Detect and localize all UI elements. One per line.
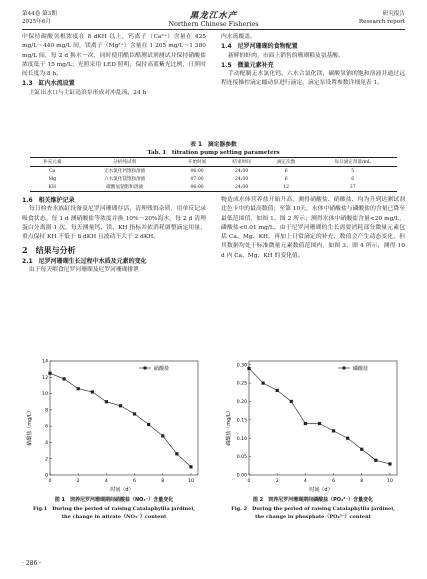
x-tick-label: 8 <box>161 479 165 484</box>
section-heading-1-3: 1.3 缸内水流设置 <box>22 80 75 88</box>
y-axis-label: 磷酸盐（mg/L） <box>226 408 232 446</box>
phosphate-plot-area <box>237 361 397 484</box>
chart-legend <box>139 365 169 372</box>
legend-marker <box>144 367 147 370</box>
section-heading-2-1: 2.1 尼罗河珊瑚生长过程中水质及元素的变化 <box>22 257 147 265</box>
data-point <box>318 422 321 425</box>
nitrate-chart <box>22 355 206 495</box>
y-tick-label: 0.30 <box>236 363 247 369</box>
x-tick-label: 0 <box>48 479 52 484</box>
figure1-caption-en-2: the change in nitrate（NO₃⁻）content <box>61 514 167 520</box>
table-cell: 24:00 <box>235 168 249 174</box>
data-point <box>105 400 108 403</box>
nitrate-plot-area <box>42 359 198 484</box>
x-tick-label: 10 <box>188 479 194 484</box>
x-axis-label: 时间（d） <box>309 487 333 493</box>
data-point <box>374 459 377 462</box>
table-header-cell: 滴定次数 <box>276 160 296 165</box>
data-point <box>189 465 192 468</box>
table-header-row <box>30 158 397 167</box>
figure2-caption-cn: 图 2 饲养尼罗河珊瑚期间磷酸盐（PO₄³⁻）含量变化 <box>252 497 374 503</box>
journal-title-en: Northern Chinese Fisheries <box>168 20 259 28</box>
data-point <box>147 423 150 426</box>
table-cell: Ca <box>49 168 56 174</box>
table-title-en: Tab. 1 titration pump setting parameters <box>147 150 280 156</box>
table-cell: 6 <box>351 176 355 182</box>
body-paragraph: 主缸出水口与主缸造浪泵形成对冲乱流，24 h <box>28 89 147 96</box>
chart-legend <box>338 365 368 372</box>
figure1-caption-en-1: Fig.1 During the period of raising Catalaphyllia jardinei, <box>33 506 195 512</box>
x-tick-label: 6 <box>332 479 336 484</box>
y-tick-label: 0.15 <box>236 418 247 424</box>
table-row <box>30 183 397 192</box>
data-point <box>91 390 94 393</box>
data-point <box>304 422 307 425</box>
y-tick-label: 12 <box>42 375 48 381</box>
table-cell: 六水氯化镁饱和溶液 <box>103 177 146 182</box>
phosphate-chart <box>221 355 405 495</box>
plot-frame <box>50 361 198 475</box>
table-cell: 07:00 <box>190 176 204 182</box>
plot-frame <box>249 361 397 475</box>
data-point <box>48 372 51 375</box>
left-mid-column <box>22 196 206 275</box>
x-tick-label: 10 <box>387 479 393 484</box>
right-mid-column <box>221 196 405 261</box>
legend-label: 磷酸盐 <box>353 366 369 372</box>
y-tick-label: 0.20 <box>236 400 247 406</box>
table-cell: Mg <box>48 176 57 182</box>
y-tick-label: 6 <box>45 424 48 430</box>
y-tick-label: 0.10 <box>236 436 247 442</box>
body-paragraph: 新鲜的虾肉，市面上销售的珊瑚粮及氨基酸。 <box>227 52 344 59</box>
x-tick-label: 2 <box>275 479 279 484</box>
data-point <box>119 404 122 407</box>
figure2-caption-en-1: Fig. 2 During the period of raising Catalaphyllia jardinei, <box>231 506 395 512</box>
table-cell: 6 <box>284 176 288 182</box>
left-top-column <box>22 33 206 98</box>
table-cell: 24:00 <box>235 184 249 190</box>
right-top-column <box>221 33 405 89</box>
y-tick-label: 10 <box>42 392 48 398</box>
table-cell: 24:00 <box>235 176 249 182</box>
parameter-table <box>30 157 397 192</box>
y-tick-label: 8 <box>45 408 48 414</box>
data-point <box>77 387 80 390</box>
data-point <box>290 400 293 403</box>
section-heading-1-5: 1.5 微量元素补充 <box>221 61 274 69</box>
data-point <box>247 367 250 370</box>
header-rule <box>22 29 405 30</box>
x-tick-label: 4 <box>104 479 108 484</box>
y-tick-label: 14 <box>42 359 48 365</box>
data-point <box>332 429 335 432</box>
data-point <box>133 412 136 415</box>
data-point <box>276 389 279 392</box>
data-point <box>346 437 349 440</box>
body-paragraph: 每日检查水族缸设备及尼罗河珊瑚存活，清理残饵杂质，用单反记录吸食状态。每 1 d 测硝酸盐等浓度并换 10%～20%海水，每 2 d 清理蛋白分离器 1 次，每天测量钙、镁、KH 指标并依消耗调整滴定用量，重点保持 KH 不低于 8 dKH 且波动不大于 2 dKH。 <box>22 206 206 241</box>
y-tick-label: 4 <box>45 441 48 447</box>
x-axis-label: 时间（d） <box>110 487 134 493</box>
section-heading-1-4: 1.4 尼罗河珊瑚的食物配置 <box>221 43 298 51</box>
y-tick-label: 0.00 <box>236 473 247 479</box>
legend-label: 硝酸盐 <box>154 366 170 372</box>
table-header-cell: 开始时间 <box>187 160 207 165</box>
table-header-cell: 结束时间 <box>232 160 251 165</box>
x-tick-label: 4 <box>303 479 307 484</box>
data-point <box>62 377 65 380</box>
table-cell: 06:00 <box>190 168 204 174</box>
x-tick-label: 8 <box>360 479 364 484</box>
data-point <box>388 462 391 465</box>
x-tick-label: 6 <box>133 479 137 484</box>
section-heading-2: 2 结果与分析 <box>22 245 76 256</box>
table-cell: 5 <box>351 168 355 174</box>
figure1-caption-cn: 图 1 饲养尼罗河珊瑚期间硝酸盐（NO₃⁻）含量变化 <box>54 497 174 503</box>
x-tick-label: 2 <box>76 479 80 484</box>
table-row <box>30 167 397 176</box>
y-axis-label: 硝酸盐（mg/L） <box>27 408 33 446</box>
y-tick-label: 2 <box>45 457 48 463</box>
table-cell: 12 <box>283 184 290 190</box>
data-point <box>261 381 264 384</box>
figure2-caption-en-2: the change in phosphate（PO₄³⁻）content <box>255 514 371 520</box>
volume-issue: 第44卷 第3期 <box>22 11 57 17</box>
pub-date: 2025年6月 <box>22 19 51 25</box>
page-number: · 286 · <box>22 560 42 567</box>
table-cell: KH <box>48 184 56 190</box>
legend-marker <box>343 367 346 370</box>
body-paragraph: 手动配制无水氯化钙、六水合氯化镁、碳酸氢钠的饱和溶液并通过远程连接操控滴定蠕动泵进行滴定，滴定泵设置参数详细见表 1。 <box>221 71 405 87</box>
table-header-cell: 分析纯试剂 <box>113 160 137 165</box>
table-cell: 无水氯化钙饱和溶液 <box>103 169 146 174</box>
table-cell: 6 <box>284 168 288 174</box>
y-tick-label: 0 <box>45 473 48 479</box>
table-cell: 碳酸氢钠饱和溶液 <box>106 185 144 190</box>
series-line <box>50 373 191 467</box>
article-type-cn: 研究报告 <box>382 11 405 17</box>
data-point <box>175 452 178 455</box>
table-row <box>30 175 397 183</box>
table-header-cell: 补充元素 <box>43 160 62 165</box>
body-paragraph: 内水流覆盖。 <box>221 34 256 40</box>
section-heading-1-6: 1.6 相关维护记录 <box>22 197 75 204</box>
body-paragraph: 中保持碳酸氢根浓度在 8 dKH 以上，钙离子（Ca²⁺）含量在 425 mg/L～440 mg/L 间，镁离子（Mg²⁺）含量在 1 205 mg/L～1 380 mg/L 间，每 2 d 换水一次，同时使用酷臣酷测试剂测试并保持硝酸盐浓度低于 15 mg/L；光照采用 LED 照明，保持高蓝紫光比例，日照时间长度为 8 h。 <box>22 34 206 78</box>
body-paragraph: 物造成水体营养盐开始升高，测得硝酸盐、硝酸盐、均为升到达测试剂比色卡中的最高数值；至第 10天，水体中硝酸盐与磷酸盐的含量已降至最低范围值，如图 1、图 2 所示；测得水体中硝酸盐含量<20 mg/L，磷酸盐<0.01 mg/L。由于尼罗河珊瑚的生长需要消耗部分微量元素包括 Ca、Mg、KH，再加上日常滴定的补充，数值会产生动态变化，但其数据均处于标准微量元素数值范围内，如图 3、图 4 所示，测得 10 d 内 Ca、Mg、KH 的变化值。 <box>221 197 405 259</box>
data-point <box>161 434 164 437</box>
y-tick-label: 0.05 <box>236 455 247 461</box>
table-cell: 06:00 <box>190 184 204 190</box>
table-cell: 37 <box>349 184 356 190</box>
table-header-cell: 每日滴定剂量/mL <box>334 160 371 165</box>
data-point <box>360 448 363 451</box>
article-type-en: Research report <box>358 19 405 25</box>
y-tick-label: 0.25 <box>236 381 247 387</box>
journal-title-cn: 黑龙江水产 <box>189 11 238 21</box>
table-title-cn: 表 1 滴定器参数 <box>190 142 237 148</box>
x-tick-label: 0 <box>247 479 251 484</box>
body-paragraph: 由于每天喂食尼罗河珊瑚及尼罗河珊瑚排泄 <box>28 267 140 274</box>
series-line <box>249 368 390 464</box>
